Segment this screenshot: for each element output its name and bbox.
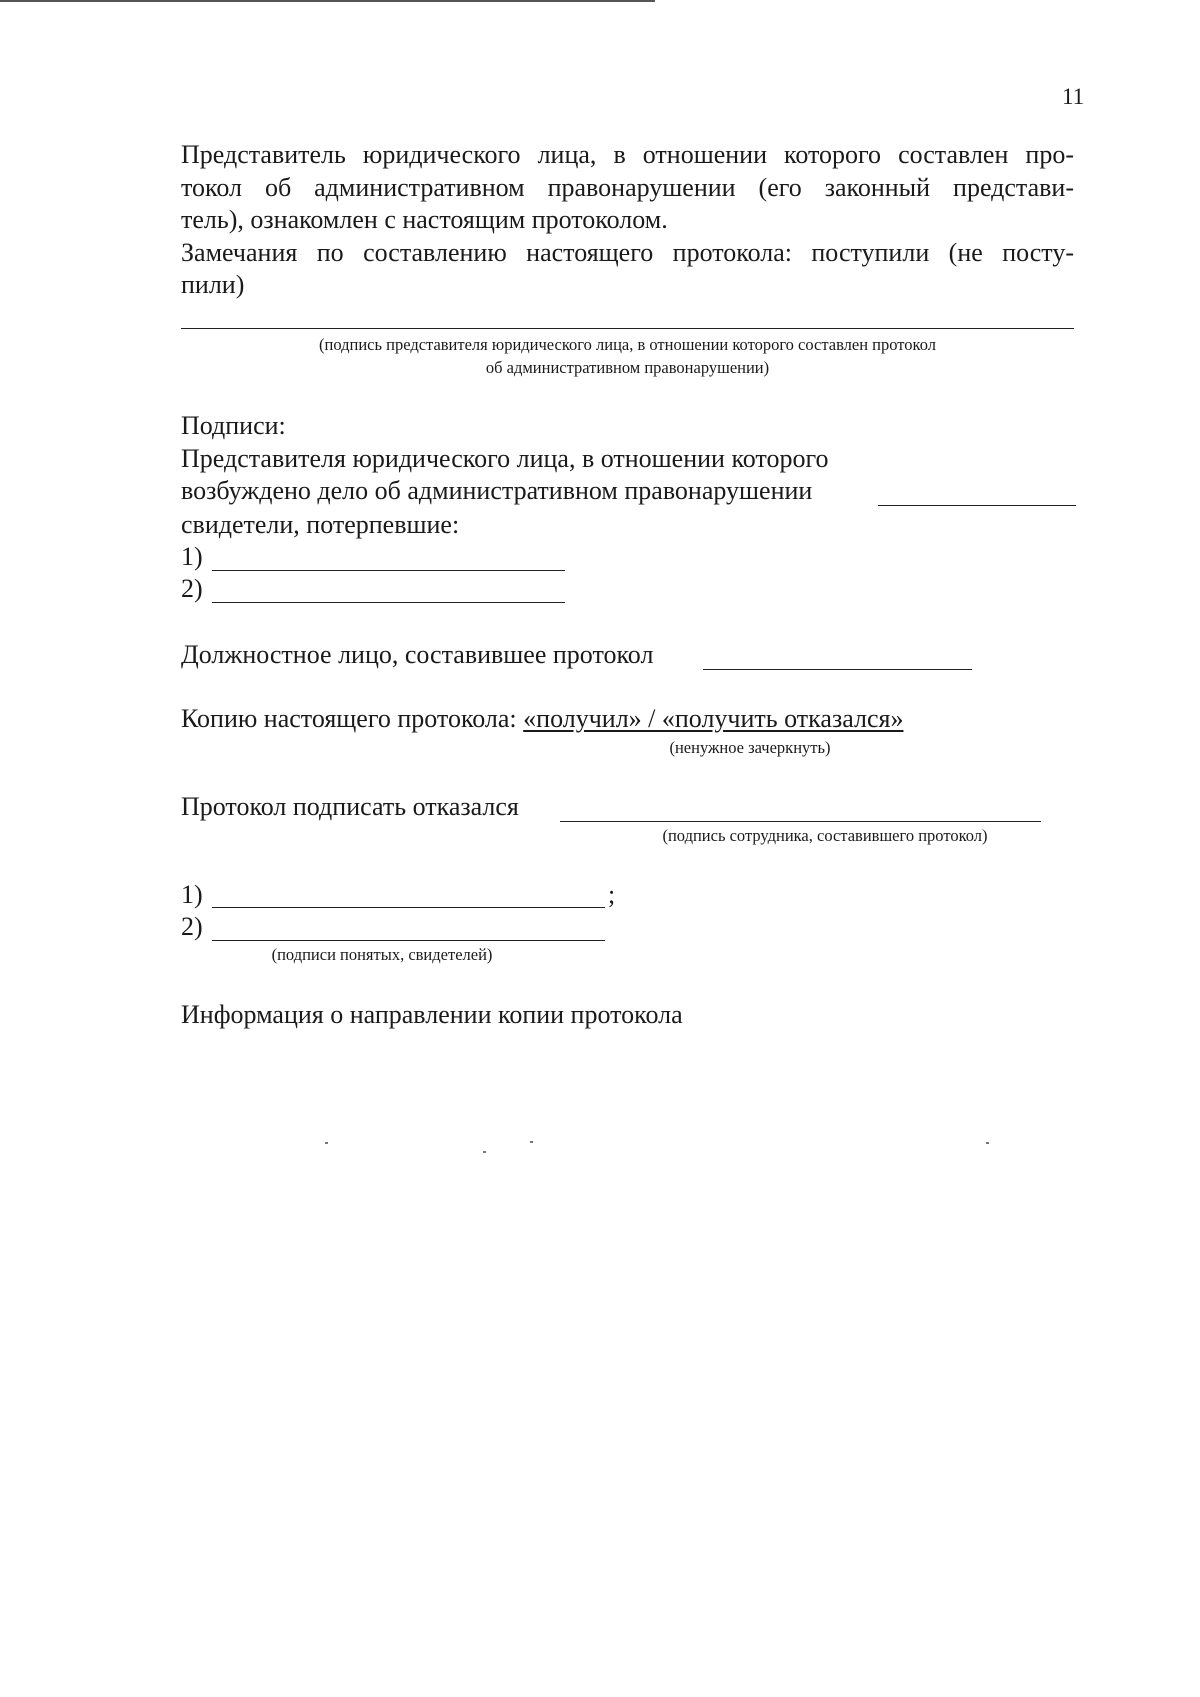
witness-signature-field-1[interactable] xyxy=(212,570,565,571)
signatures-heading: Подписи: xyxy=(181,411,286,440)
representative-label-line-2: возбуждено дело об административном правонарушении xyxy=(181,476,813,505)
representative-label-line-1: Представителя юридического лица, в отношении которого xyxy=(181,444,829,473)
scan-speck xyxy=(986,1142,989,1144)
scan-speck xyxy=(530,1141,533,1143)
remarks-line: пили) xyxy=(181,270,245,299)
official-signature-field[interactable] xyxy=(703,669,972,670)
witnesses-label: свидетели, потерпевшие: xyxy=(181,510,460,539)
attesting-signature-field-2[interactable] xyxy=(212,940,605,941)
scan-edge xyxy=(0,0,655,2)
attesting-item-number: 2) xyxy=(181,912,203,941)
scan-speck xyxy=(325,1142,328,1144)
copy-hint: (ненужное зачеркнуть) xyxy=(669,738,831,757)
remarks-line: Замечания по составлению настоящего протокола: поступили (не посту- xyxy=(181,237,1074,267)
attesting-caption: (подписи понятых, свидетелей) xyxy=(271,945,493,964)
refusal-label: Протокол подписать отказался xyxy=(181,792,519,821)
official-label: Должностное лицо, составившее протокол xyxy=(181,640,654,669)
copy-line xyxy=(181,703,903,735)
page-number: 11 xyxy=(1062,84,1085,109)
intro-line: Представитель юридического лица, в отношении которого составлен про- xyxy=(181,140,1074,169)
witness-item-number: 1) xyxy=(181,542,203,571)
intro-line: тель), ознакомлен с настоящим протоколом. xyxy=(181,205,668,234)
intro-line: токол об административном правонарушении (его законный представи- xyxy=(181,172,1074,202)
refusal-caption: (подпись сотрудника, составившего протокол) xyxy=(662,826,988,845)
attesting-item-number: 1) xyxy=(181,880,203,909)
representative-signature-line[interactable] xyxy=(181,328,1074,329)
attesting-item-suffix: ; xyxy=(608,880,616,909)
representative-signature-field[interactable] xyxy=(878,505,1076,506)
caption-line: (подпись представителя юридического лица, в отношении которого составлен протокол xyxy=(319,335,936,354)
copy-info-label: Информация о направлении копии протокола xyxy=(181,1000,683,1029)
copy-label: Копию настоящего протокола: xyxy=(181,704,517,733)
attesting-signature-field-1[interactable] xyxy=(212,907,605,908)
scan-speck xyxy=(483,1151,486,1153)
witness-signature-field-2[interactable] xyxy=(212,602,565,603)
caption-line: об административном правонарушении) xyxy=(485,358,770,377)
intro-paragraph xyxy=(181,139,1074,302)
refusal-signature-field[interactable] xyxy=(560,821,1041,822)
witness-item-number: 2) xyxy=(181,574,203,603)
representative-signature-caption xyxy=(181,333,1074,379)
copy-options[interactable]: «получил» / «получить отказался» xyxy=(523,704,904,733)
